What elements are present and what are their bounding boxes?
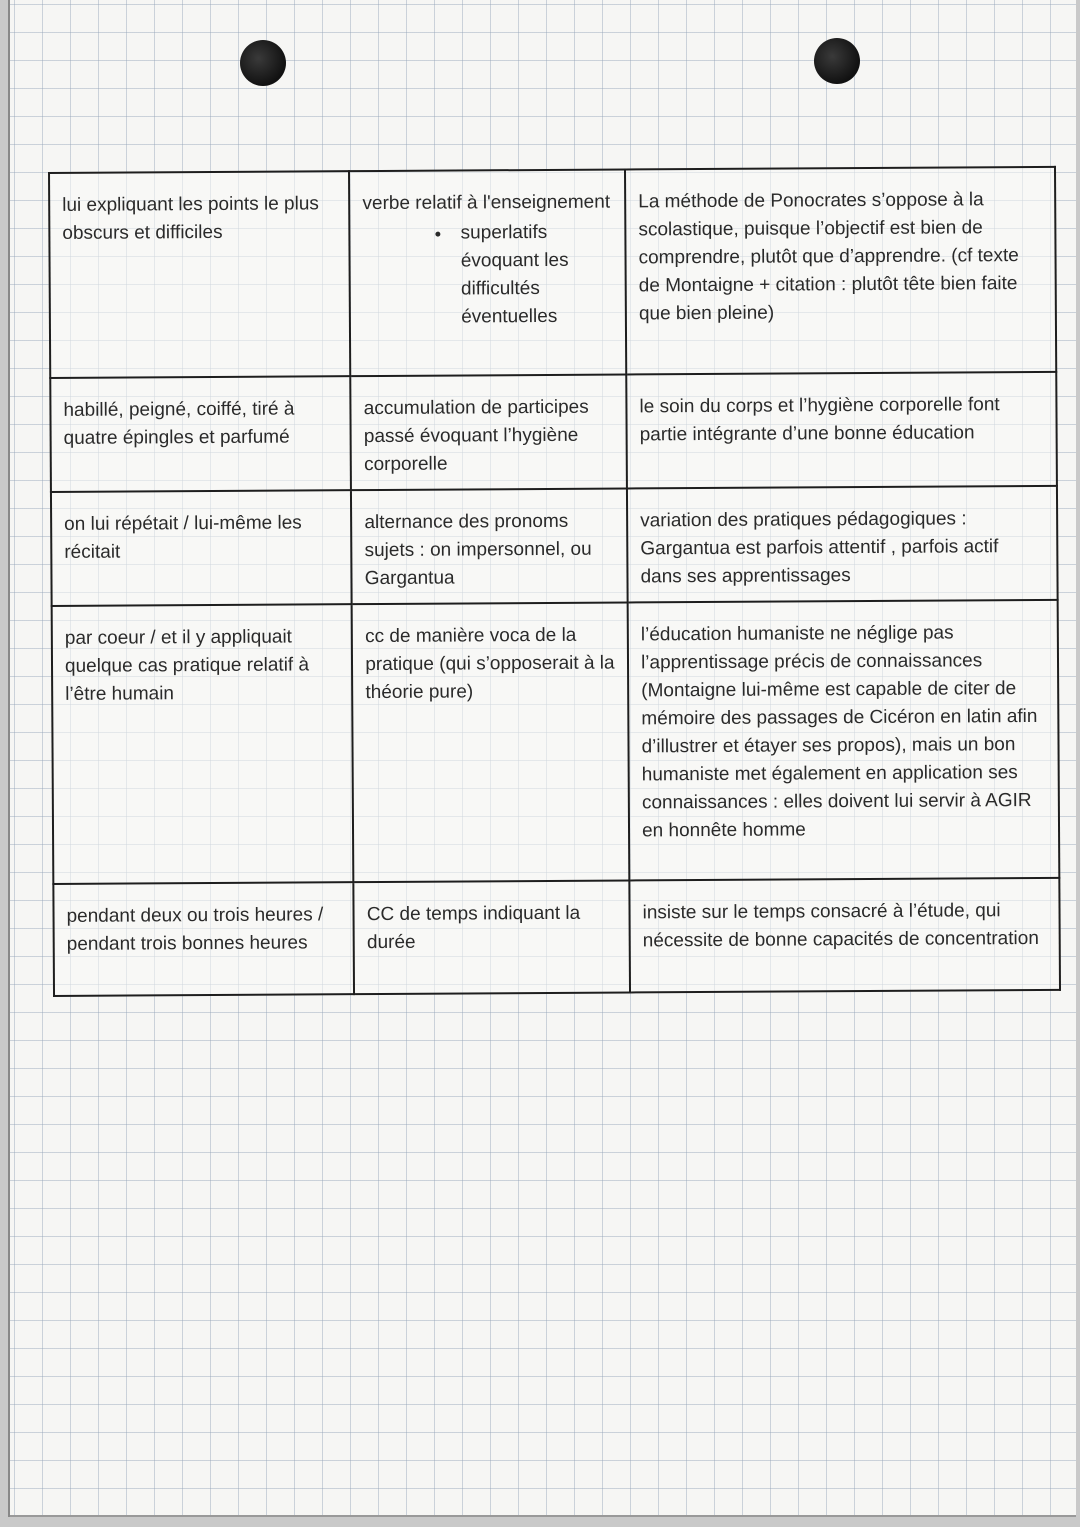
procede-cell: cc de manière voca de la pratique (qui s’opposerait à la théorie pure) <box>352 602 629 882</box>
procede-bullet-list <box>363 219 613 333</box>
table-row <box>53 878 1060 996</box>
quote-cell: on lui répétait / lui-même les récitait <box>51 490 352 606</box>
procede-bullet: • superlatifs évoquant les difficultés éventuelles <box>453 219 613 332</box>
procede-cell: alternance des pronoms sujets : on impersonnel, ou Gargantua <box>351 488 627 604</box>
analysis-table <box>48 166 1061 997</box>
quote-cell: par coeur / et il y appliquait quelque cas pratique relatif à l’être humain <box>52 604 354 884</box>
interpretation-cell: l’éducation humaniste ne néglige pas l’apprentissage précis de connaissances (Montaigne lui-même est capable de citer de mémoire des passages de Cicéron en latin afin d’illustrer et étayer ses propos), mais un bon humaniste met également en application ses connaissances : elles doivent lui servir à AGIR en honnête homme <box>628 600 1060 881</box>
binder-hole-left <box>240 40 286 86</box>
interpretation-cell: variation des pratiques pédagogiques : Gargantua est parfois attentif , parfois actif dans ses apprentissages <box>627 486 1058 603</box>
notebook-page <box>8 0 1076 1517</box>
quote-cell: habillé, peigné, coiffé, tiré à quatre épingles et parfumé <box>50 376 351 492</box>
interpretation-cell: insiste sur le temps consacré à l’étude, qui nécessite de bonne capacités de concentration <box>629 878 1060 993</box>
quote-cell: lui expliquant les points le plus obscurs et difficiles <box>49 171 351 378</box>
table-row <box>49 167 1056 378</box>
binder-hole-right <box>814 38 860 84</box>
interpretation-cell: le soin du corps et l’hygiène corporelle font partie intégrante d’une bonne éducation <box>626 372 1057 489</box>
procede-cell: accumulation de participes passé évoquant l’hygiène corporelle <box>351 374 627 490</box>
table-row <box>52 600 1060 884</box>
procede-text: verbe relatif à l'enseignement <box>362 191 611 215</box>
quote-cell: pendant deux ou trois heures / pendant trois bonnes heures <box>53 882 354 996</box>
interpretation-cell: La méthode de Ponocrates s’oppose à la scolastique, puisque l’objectif est bien de comprendre, plutôt que d’apprendre. (cf texte de Montaigne + citation : plutôt tête bien faite que bien pleine) <box>625 167 1056 375</box>
procede-cell <box>349 169 626 376</box>
procede-cell: CC de temps indiquant la durée <box>354 880 630 994</box>
table-row <box>51 486 1058 606</box>
table-row <box>50 372 1057 492</box>
